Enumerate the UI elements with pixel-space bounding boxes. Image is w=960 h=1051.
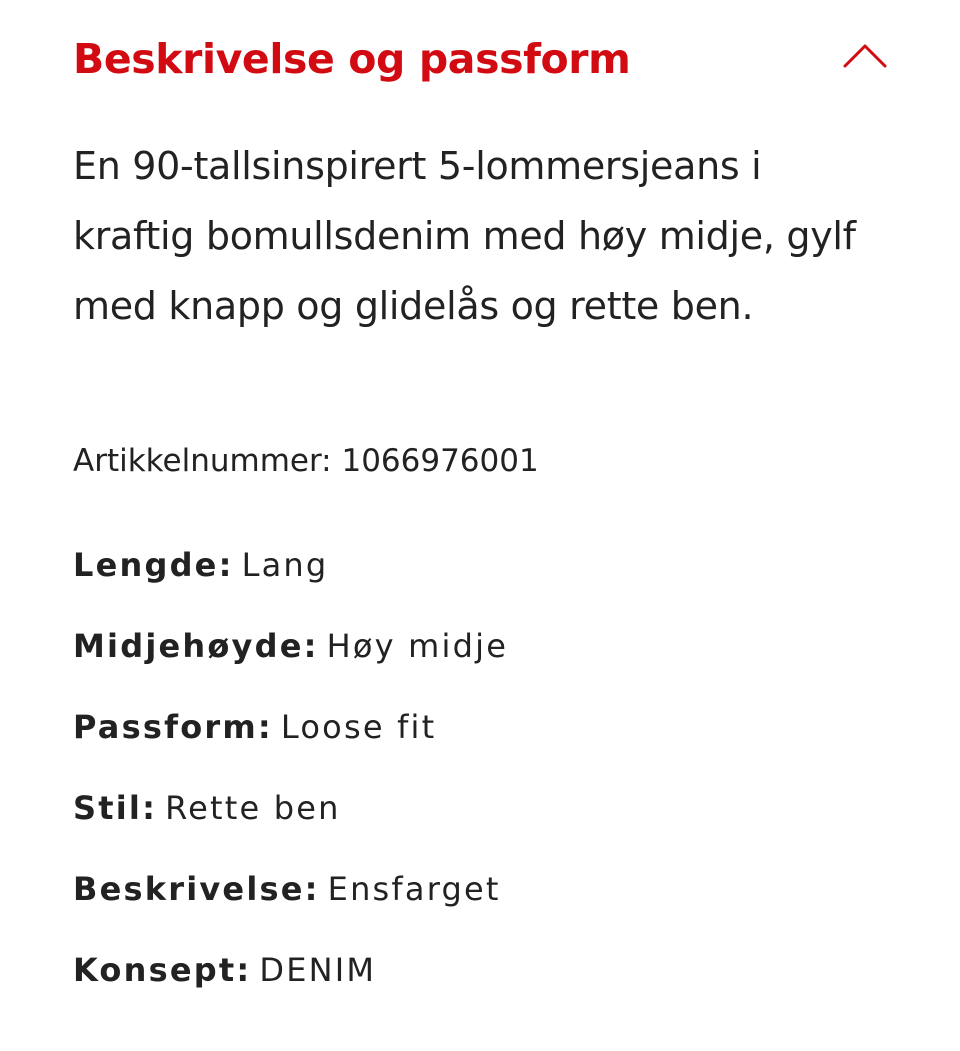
accordion-title[interactable]: Beskrivelse og passform (73, 35, 631, 83)
description-accordion (73, 0, 888, 989)
chevron-up-icon[interactable] (842, 40, 888, 70)
attribute-waist-height (73, 623, 508, 704)
attribute-value: Ensfarget (327, 870, 501, 908)
attribute-concept (73, 947, 508, 1028)
attribute-value: Rette ben (165, 789, 341, 827)
attribute-label: Passform: (73, 708, 273, 746)
attribute-label: Stil: (73, 789, 158, 827)
attribute-fit (73, 704, 508, 785)
attribute-description (73, 866, 508, 947)
product-attributes (73, 542, 508, 1028)
attribute-label: Lengde: (73, 546, 234, 584)
attribute-label: Midjehøyde: (73, 627, 319, 665)
attribute-label: Beskrivelse: (73, 870, 320, 908)
attribute-value: Loose fit (280, 708, 437, 746)
article-number: Artikkelnummer: 1066976001 (73, 443, 539, 479)
attribute-label: Konsept: (73, 951, 252, 989)
attribute-length (73, 542, 508, 623)
product-description: En 90-tallsinspirert 5-lommersjeans i kraftig bomullsdenim med høy midje, gylf med knapp og glidelås og rette ben. (73, 144, 856, 328)
attribute-style (73, 785, 508, 866)
attribute-value: Høy midje (326, 627, 509, 665)
accordion-header[interactable] (73, 0, 888, 118)
attribute-value: DENIM (259, 951, 377, 989)
attribute-value: Lang (241, 546, 329, 584)
